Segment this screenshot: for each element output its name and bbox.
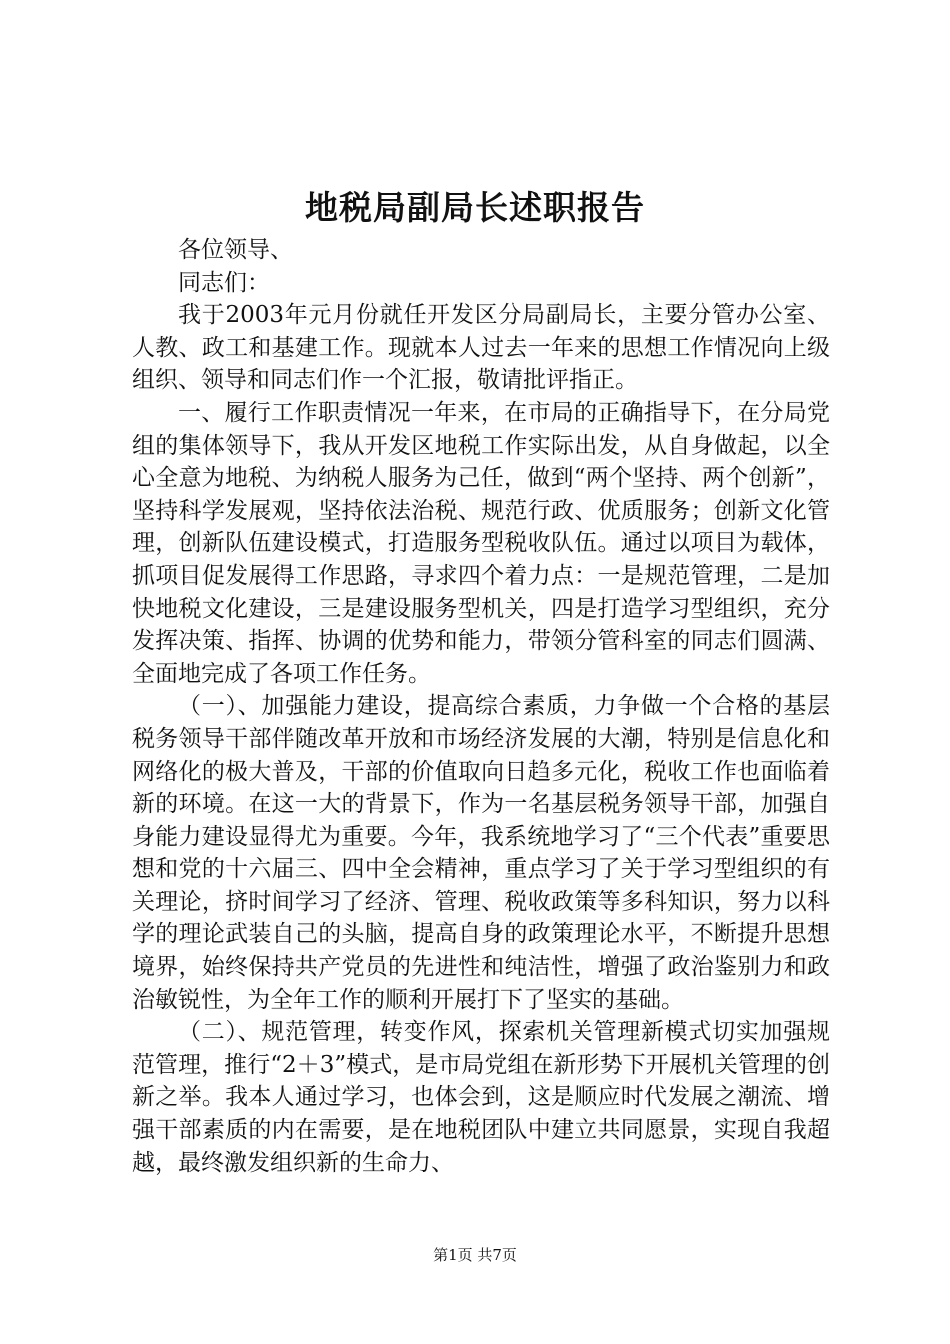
page-number-footer: 第1页 共7页 <box>433 1246 517 1264</box>
body-paragraph-intro: 我于2003年元月份就任开发区分局副局长，主要分管办公室、人教、政工和基建工作。现就本人过去一年来的思想工作情况向上级组织、领导和同志们作一个汇报，敬请批评指正。 <box>132 302 830 394</box>
body-paragraph-subsection-2: （二）、规范管理，转变作风，探索机关管理新模式切实加强规范管理，推行“2＋3”模式，是市局党组在新形势下开展机关管理的创新之举。我本人通过学习，也体会到，这是顺应时代发展之潮流、增强干部素质的内在需要，是在地税团队中建立共同愿景，实现自我超越，最终激发组织新的生命力、 <box>132 1019 830 1176</box>
salutation-line-2: 同志们： <box>178 269 270 296</box>
document-title: 地税局副局长述职报告 <box>305 188 645 227</box>
document-body <box>132 234 830 1179</box>
body-paragraph-subsection-1: （一）、加强能力建设，提高综合素质，力争做一个合格的基层税务领导干部伴随改革开放和市场经济发展的大潮，特别是信息化和网络化的极大普及，干部的价值取向日趋多元化，税收工作也面临着新的环境。在这一大的背景下，作为一名基层税务领导干部，加强自身能力建设显得尤为重要。今年，我系统地学习了“三个代表”重要思想和党的十六届三、四中全会精神，重点学习了关于学习型组织的有关理论，挤时间学习了经济、管理、税收政策等多科知识，努力以科学的理论武装自己的头脑，提高自身的政策理论水平，不断提升思想境界，始终保持共产党员的先进性和纯洁性，增强了政治鉴别力和政治敏锐性，为全年工作的顺利开展打下了坚实的基础。 <box>132 693 830 1013</box>
salutation-line-1: 各位领导、 <box>178 237 293 263</box>
body-paragraph-section-1: 一、履行工作职责情况一年来，在市局的正确指导下，在分局党组的集体领导下，我从开发区地税工作实际出发，从自身做起，以全心全意为地税、为纳税人服务为己任，做到“两个坚持、两个创新”，坚持科学发展观，坚持依法治税、规范行政、优质服务；创新文化管理，创新队伍建设模式，打造服务型税收队伍。通过以项目为载体，抓项目促发展得工作思路，寻求四个着力点：一是规范管理，二是加快地税文化建设，三是建设服务型机关，四是打造学习型组织，充分发挥决策、指挥、协调的优势和能力，带领分管科室的同志们圆满、全面地完成了各项工作任务。 <box>132 399 830 687</box>
